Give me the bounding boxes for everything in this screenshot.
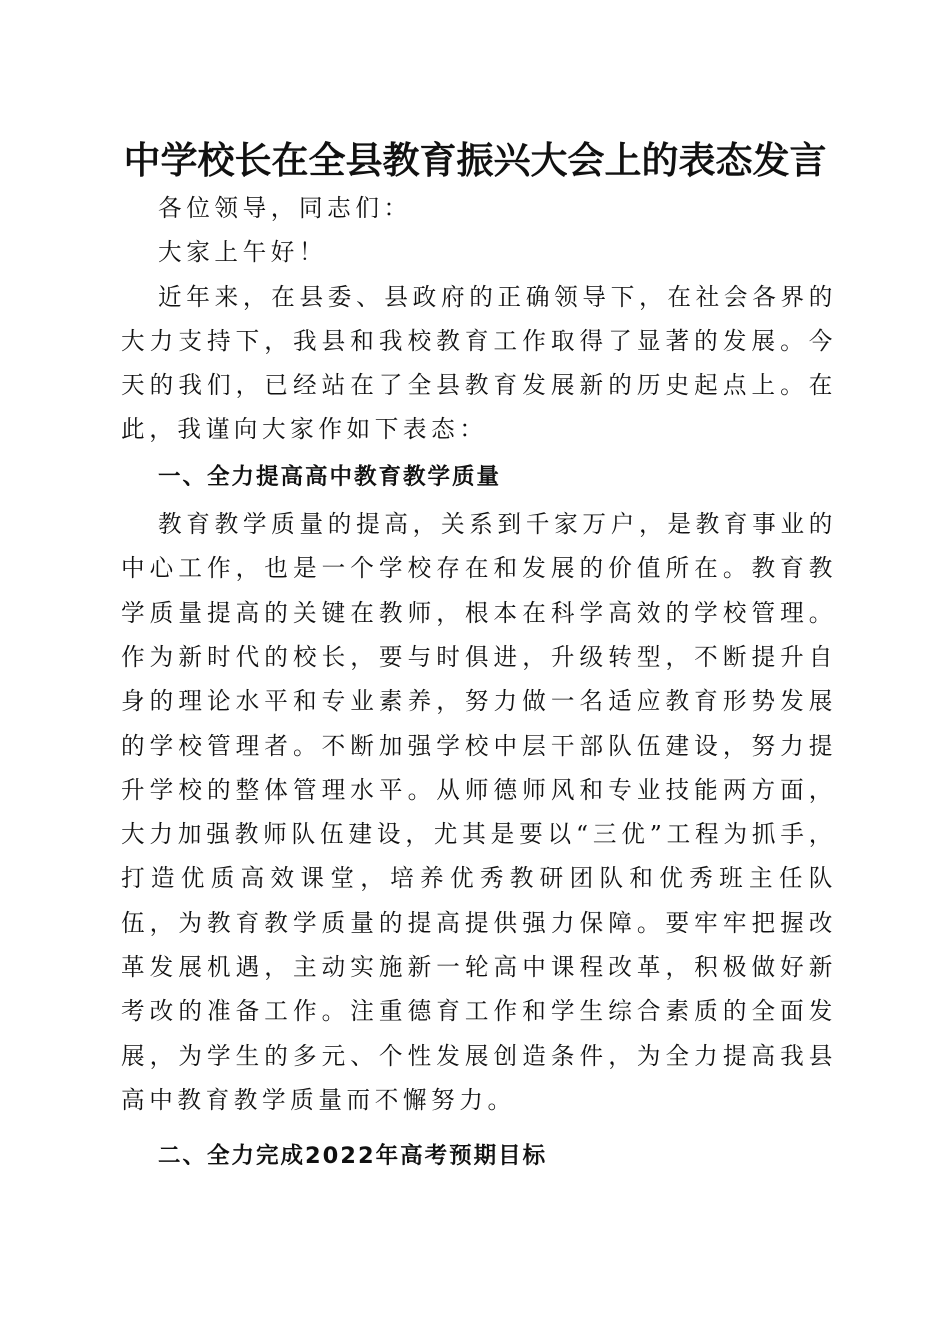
greeting: 大家上午好！ — [158, 238, 328, 267]
document-body — [121, 186, 837, 1182]
section-body-1: 教育教学质量的提高，关系到千家万户，是教育事业的中心工作，也是一个学校存在和发展的价值所在。教育教学质量提高的关键在教师，根本在科学高效的学校管理。作为新时代的校长，要与时俱进，升级转型，不断提升自身的理论水平和专业素养，努力做一名适应教育形势发展的学校管理者。不断加强学校中层干部队伍建设，努力提升学校的整体管理水平。从师德师风和专业技能两方面，大力加强教师队伍建设，尤其是要以“三优”工程为抓手，打造优质高效课堂，培养优秀教研团队和优秀班主任队伍，为教育教学质量的提高提供强力保障。要牢牢把握改革发展机遇，主动实施新一轮高中课程改革，积极做好新考改的准备工作。注重德育工作和学生综合素质的全面发展，为学生的多元、个性发展创造条件，为全力提高我县高中教育教学质量而不懈努力。 — [121, 510, 837, 1114]
document-title: 中学校长在全县教育振兴大会上的表态发言 — [123, 138, 827, 182]
salutation: 各位领导，同志们： — [158, 194, 412, 222]
section-heading-2: 二、全力完成2022年高考预期目标 — [158, 1143, 548, 1170]
intro-paragraph: 近年来，在县委、县政府的正确领导下，在社会各界的大力支持下，我县和我校教育工作取得了显著的发展。今天的我们，已经站在了全县教育发展新的历史起点上。在此，我谨向大家作如下表态： — [121, 282, 837, 444]
section-heading-1: 一、全力提高高中教育教学质量 — [158, 463, 502, 490]
